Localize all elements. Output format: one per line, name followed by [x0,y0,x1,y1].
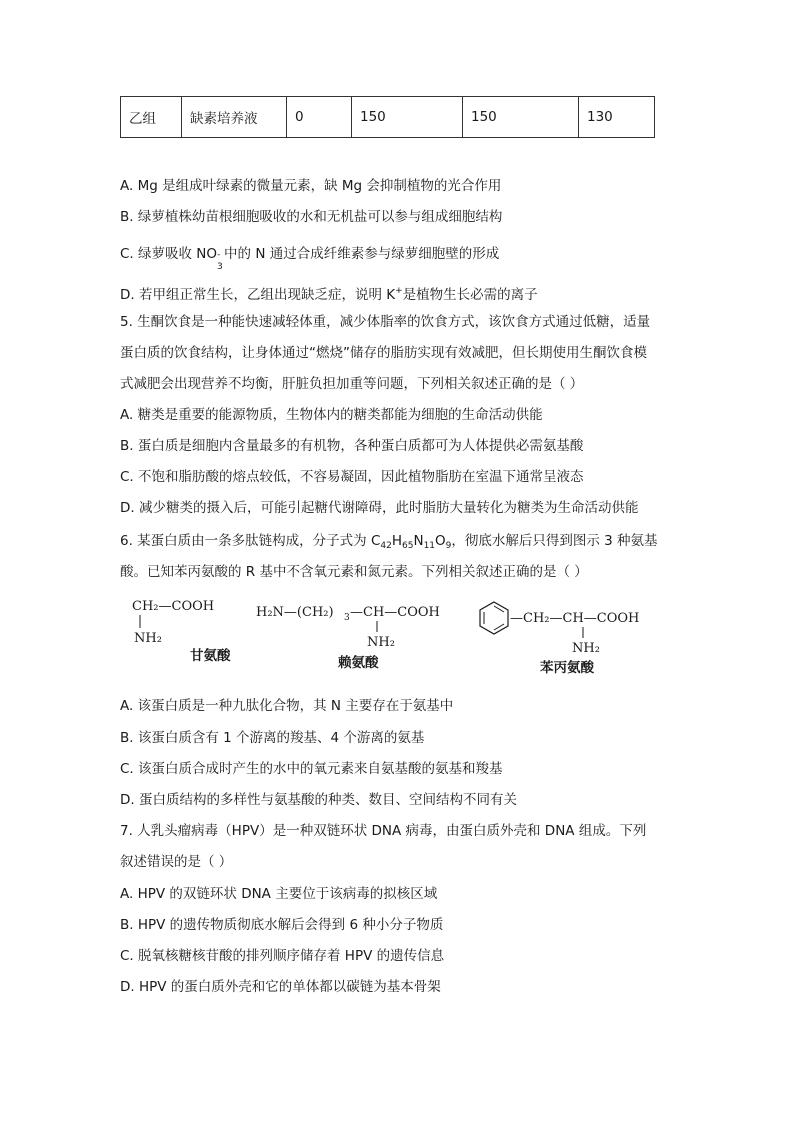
glycine-structure [132,599,231,664]
q5-stem-line-3: 式减肥会出现营养不均衡，肝脏负担加重等问题，下列相关叙述正确的是（ ） [120,376,584,392]
q4-option-c-post: 中的 N 通过合成纤维素参与绿萝细胞壁的形成 [224,246,500,262]
q4-option-d-post: 是植物生长必需的离子 [402,287,538,303]
phenylalanine-main-formula: —CH₂—CH—COOH [510,611,640,626]
formula-h-label: H [391,533,402,549]
q6-option-d: D. 蛋白质结构的多样性与氨基酸的种类、数目、空间结构不同有关 [120,792,517,808]
q7-stem-line-2: 叙述错误的是（ ） [120,854,233,870]
table-cell: 130 [579,97,655,138]
amino-acid-structures [120,590,680,685]
q4-option-a: A. Mg 是组成叶绿素的微量元素，缺 Mg 会抑制植物的光合作用 [120,178,502,194]
q5-stem-line-1: 5. 生酮饮食是一种能快速减轻体重，减少体脂率的饮食方式，该饮食方式通过低糖，适量 [120,314,651,330]
q6-stem-line-2: 酸。已知苯丙氨酸的 R 基中不含氧元素和氮元素。下列相关叙述正确的是（ ） [120,564,588,580]
lysine-name: 赖氨酸 [338,655,379,671]
q5-option-c: C. 不饱和脂肪酸的熔点较低，不容易凝固，因此植物脂肪在室温下通常呈液态 [120,469,584,485]
q4-option-c-pre: C. 绿萝吸收 NO [120,246,218,262]
q6-option-c: C. 该蛋白质合成时产生的水中的氧元素来自氨基酸的氨基和羧基 [120,761,503,777]
q5-option-a: A. 糖类是重要的能源物质，生物体内的糖类都能为细胞的生命活动供能 [120,407,543,423]
formula-h-count: 65 [402,541,414,551]
formula-o-label: O [435,533,446,549]
table-cell: 150 [463,97,579,138]
q7-option-a: A. HPV 的双链环状 DNA 主要位于该病毒的拟核区域 [120,886,438,902]
table-cell: 缺素培养液 [182,97,287,138]
q7-option-c: C. 脱氧核糖核苷酸的排列顺序储存着 HPV 的遗传信息 [120,948,445,964]
lysine-amino-group: NH₂ [367,635,395,650]
q6-stem-pre: 6. 某蛋白质由一条多肽链构成，分子式为 C [120,533,381,549]
formula-n-label: N [413,533,424,549]
formula-c-count: 42 [380,541,392,551]
q6-option-b: B. 该蛋白质含有 1 个游离的羧基、4 个游离的氨基 [120,730,425,746]
phenylalanine-structure [480,602,639,676]
table-row [121,97,655,138]
q7-option-d: D. HPV 的蛋白质外壳和它的单体都以碳链为基本骨架 [120,979,441,995]
table-cell: 150 [352,97,463,138]
formula-o-count: 9 [445,541,452,551]
lysine-structure [256,605,440,671]
q6-stem-line-1 [120,531,658,556]
q6-option-a: A. 该蛋白质是一种九肽化合物，其 N 主要存在于氨基中 [120,698,454,714]
phenylalanine-amino-group: NH₂ [572,641,600,656]
glycine-top-formula: CH₂—COOH [132,599,215,614]
q4-option-c [120,244,500,272]
phenylalanine-name: 苯丙氨酸 [540,660,594,676]
q5-stem-line-2: 蛋白质的饮食结构，让身体通过“燃烧”储存的脂肪实现有效减肥，但长期使用生酮饮食模 [120,345,647,361]
q7-stem-line-1: 7. 人乳头瘤病毒（HPV）是一种双链环状 DNA 病毒，由蛋白质外壳和 DNA 组成。下列 [120,823,647,839]
q4-option-b: B. 绿萝植株幼苗根细胞吸收的水和无机盐可以参与组成细胞结构 [120,209,503,225]
table-cell: 0 [287,97,352,138]
glycine-amino-group: NH₂ [134,631,162,646]
experiment-table [120,96,655,138]
q6-stem-post: ，彻底水解后只得到图示 3 种氨基 [451,533,658,549]
lysine-subscript: 3 [344,613,350,623]
q5-option-d: D. 减少糖类的摄入后，可能引起糖代谢障碍，此时脂肪大量转化为糖类为生命活动供能 [120,500,639,516]
q5-option-b: B. 蛋白质是细胞内含量最多的有机物，各种蛋白质都可为人体提供必需氨基酸 [120,438,584,454]
q4-option-d-pre: D. 若甲组正常生长，乙组出现缺乏症，说明 K [120,287,396,303]
table-cell: 乙组 [121,97,182,138]
lysine-left-formula: H₂N—(CH₂) [256,605,334,620]
nitrate-charge: - [217,250,221,260]
lysine-right-formula: —CH—COOH [350,605,440,620]
nitrate-subscript: 3 [217,262,223,272]
formula-n-count: 11 [423,541,436,551]
q4-option-d [120,281,538,305]
glycine-name: 甘氨酸 [190,648,231,664]
q7-option-b: B. HPV 的遗传物质彻底水解后会得到 6 种小分子物质 [120,917,444,933]
potassium-charge: + [395,286,403,296]
